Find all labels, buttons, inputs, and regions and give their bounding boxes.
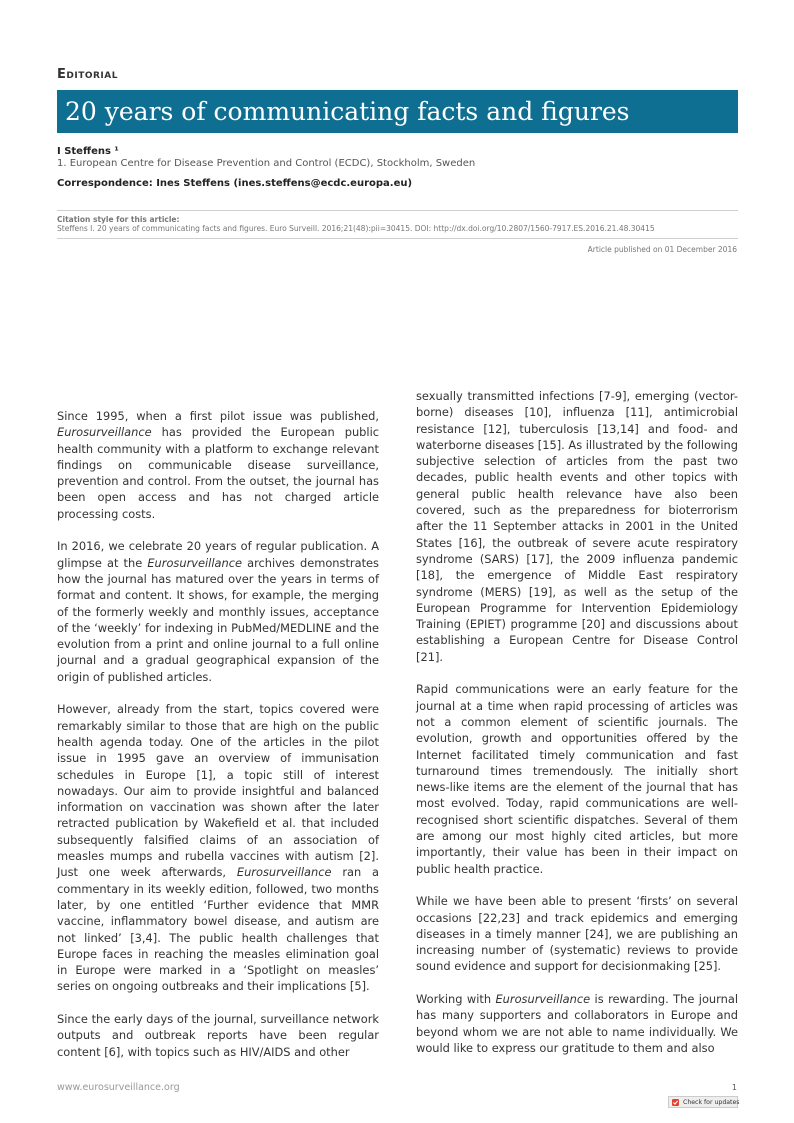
- article-title: 20 years of communicating facts and figures: [57, 90, 738, 133]
- paragraph: However, already from the start, topics covered were remarkably similar to those that are high on the public health agenda today. One of the articles in the pilot issue in 1995 gave an overview of immunisation schedules in Europe [1], a topic still of interest nowadays. Our aim to provide insightful and balanced information on vaccination was shown after the later retracted publication by Wakefield et al. that included subsequently falsified claims of an association of measles mumps and rubella vaccines with autism [2]. Just one week afterwards, Eurosurveillance ran a commentary in its weekly edition, followed, two months later, by one entitled ‘Further evidence that MMR vaccine, inflammatory bowel disease, and autism are not linked’ [3,4]. The public health challenges that Europe faces in reaching the measles elimination goal in Europe were marked in a ‘Spotlight on measles’ series on ongoing outbreaks and their implications [5].: [57, 702, 379, 994]
- author: I Steffens ¹: [57, 146, 119, 157]
- journal-name: Eurosurveillance: [57, 425, 152, 440]
- paragraph: In 2016, we celebrate 20 years of regular publication. A glimpse at the Eurosurveillance archives demonstrates how the journal has matured over the years in terms of format and content. It shows, for example, the merging of the formerly weekly and monthly issues, acceptance of the ‘weekly’ for indexing in PubMed/MEDLINE and the evolution from a print and online journal to a full online journal and a gradual geographical expansion of the origin of published articles.: [57, 539, 379, 684]
- journal-name: Eurosurveillance: [236, 865, 332, 880]
- footer-url[interactable]: www.eurosurveillance.org: [57, 1082, 180, 1093]
- citation-text[interactable]: Steffens I. 20 years of communicating facts and figures. Euro Surveill. 2016;21(48):pii=30415. DOI: http://dx.doi.org/10.2807/1560-7917.ES.2016.21.48.30415: [57, 224, 655, 233]
- check-updates-label: Check for updates: [683, 1099, 740, 1106]
- citation-label: Citation style for this article:: [57, 215, 180, 224]
- right-column: [416, 388, 738, 1072]
- paragraph: Since the early days of the journal, surveillance network outputs and outbreak reports have been regular content [6], with topics such as HIV/AIDS and other: [57, 1011, 379, 1059]
- publication-date: Article published on 01 December 2016: [587, 245, 737, 254]
- paragraph: Since 1995, when a first pilot issue was published, Eurosurveillance has provided the European public health community with a platform to exchange relevant findings on communicable disease surveillance, prevention and control. From the outset, the journal has been open access and has not charged article processing costs.: [57, 409, 379, 521]
- paragraph: Rapid communications were an early feature for the journal at a time when rapid processing of articles was not a common element of scientific journals. The evolution, growth and opportunities offered by the Internet facilitated timely communication and fast turnaround times tremendously. The initially short news-like items are the element of the journal that has most evolved. Today, rapid communications are well-recognised short scientific dispatches. Several of them are among our most highly cited articles, but more importantly, their value has been in their impact on public health practice.: [416, 682, 738, 876]
- check-for-updates-button[interactable]: [668, 1096, 738, 1108]
- page-number: 1: [731, 1083, 737, 1092]
- journal-name: Eurosurveillance: [495, 991, 591, 1006]
- check-updates-icon: [672, 1099, 679, 1106]
- paragraph: Working with Eurosurveillance is rewarding. The journal has many supporters and collaborators in Europe and beyond whom we are not able to name individually. We would like to express our gratitude to them and also: [416, 991, 738, 1055]
- journal-name: Eurosurveillance: [147, 555, 242, 570]
- left-column: [57, 408, 379, 1076]
- paragraph: sexually transmitted infections [7-9], emerging (vector-borne) diseases [10], influenza [11], antimicrobial resistance [12], tuberculosis [13,14] and food- and waterborne diseases [15]. As illustrated by the following subjective selection of articles from the past two decades, public health events and other topics with general public health relevance have also been covered, such as the preparedness for bioterrorism after the 11 September attacks in 2001 in the United States [16], the outbreak of severe acute respiratory syndrome (SARS) [17], the 2009 influenza pandemic [18], the emergence of Middle East respiratory syndrome (MERS) [19], as well as the setup of the European Programme for Intervention Epidemiology Training (EPIET) programme [20] and discussions about establishing a European Centre for Disease Control [21].: [416, 389, 738, 664]
- correspondence[interactable]: Correspondence: Ines Steffens (ines.steffens@ecdc.europa.eu): [57, 178, 413, 189]
- paragraph: While we have been able to present ‘firsts’ on several occasions [22,23] and track epidemics and emerging diseases in a timely manner [24], we are publishing an increasing number of (systematic) reviews to provide sound evidence and support for decisionmaking [25].: [416, 894, 738, 974]
- divider-top: [57, 210, 738, 211]
- affiliation: 1. European Centre for Disease Prevention and Control (ECDC), Stockholm, Sweden: [57, 158, 476, 169]
- divider-bottom: [57, 238, 738, 239]
- section-label: Editorial: [57, 67, 118, 82]
